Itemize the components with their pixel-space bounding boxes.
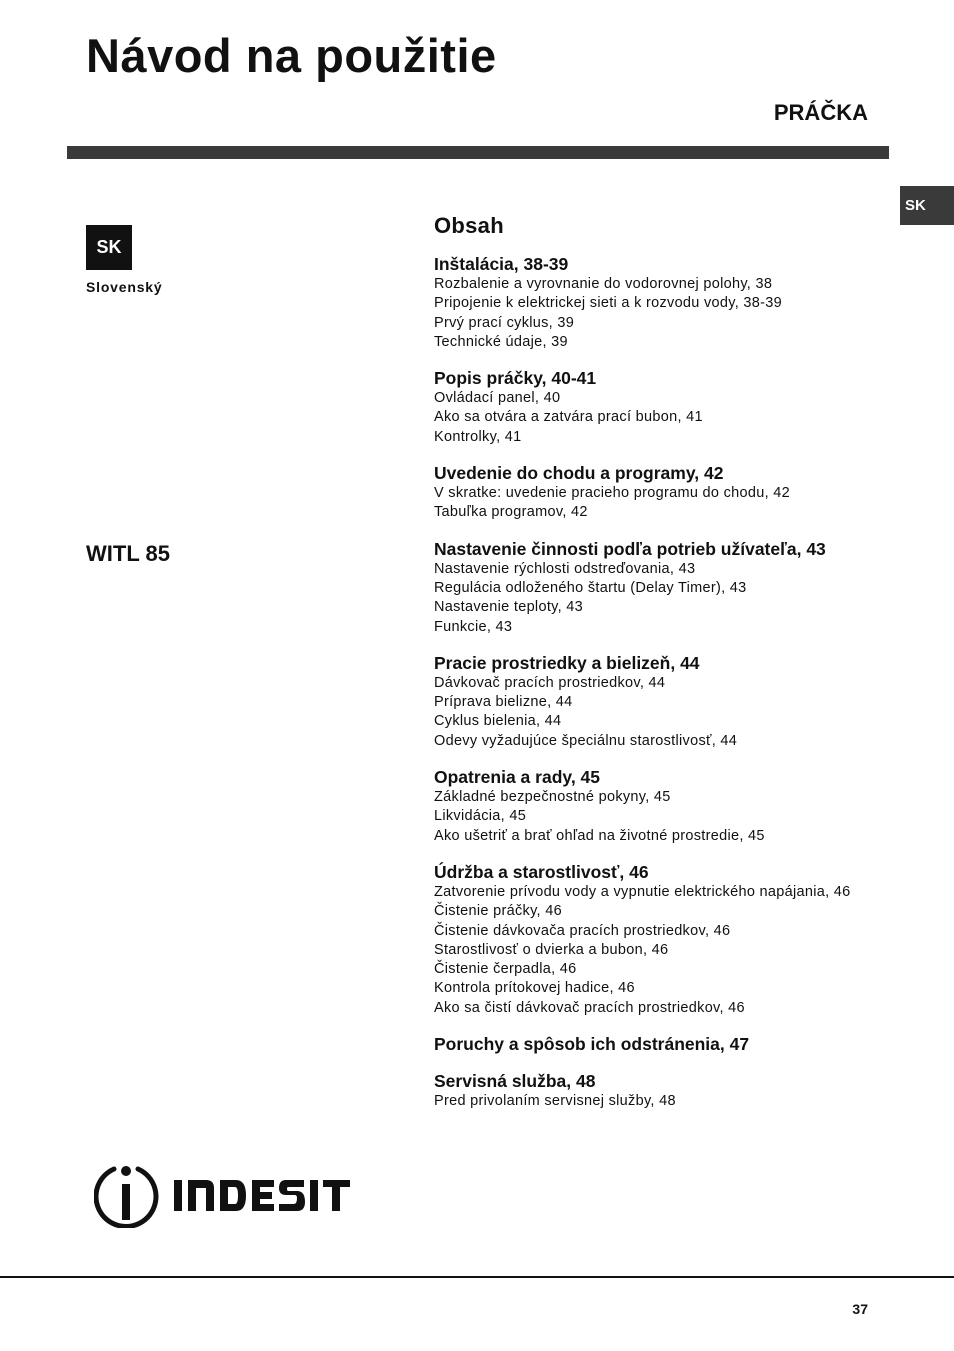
toc-item[interactable]: Dávkovač pracích prostriedkov, 44 — [434, 674, 666, 691]
toc-section — [434, 1070, 894, 1111]
toc-item[interactable]: Likvidácia, 45 — [434, 808, 527, 825]
toc-item[interactable]: Odevy vyžadujúce špeciálnu starostlivosť, 44 — [434, 732, 738, 749]
toc-item[interactable]: Čistenie čerpadla, 46 — [434, 961, 577, 978]
toc-item[interactable]: Ako sa čistí dávkovač pracích prostriedkov, 46 — [434, 999, 745, 1016]
toc-item[interactable]: Pred privolaním servisnej služby, 48 — [434, 1093, 676, 1110]
toc-item[interactable]: Čistenie dávkovača pracích prostriedkov, 46 — [434, 922, 731, 939]
toc-section — [434, 253, 894, 352]
toc-item[interactable]: Ovládací panel, 40 — [434, 390, 561, 407]
toc-item[interactable]: Tabuľka programov, 42 — [434, 504, 588, 521]
toc-section — [434, 462, 894, 523]
toc-item[interactable]: Starostlivosť o dvierka a bubon, 46 — [434, 941, 669, 958]
toc-heading: Obsah — [434, 213, 504, 238]
toc-item[interactable]: Ako sa otvára a zatvára prací bubon, 41 — [434, 409, 703, 426]
toc-item[interactable]: Kontrola prítokovej hadice, 46 — [434, 980, 635, 997]
toc-section-title[interactable]: Uvedenie do chodu a programy, 42 — [434, 463, 724, 484]
toc-section — [434, 538, 894, 637]
language-name: Slovenský — [86, 279, 163, 295]
header-divider-bar — [67, 146, 889, 159]
toc-sections — [434, 253, 894, 1111]
toc-section-title[interactable]: Popis práčky, 40-41 — [434, 368, 597, 389]
toc-section-title[interactable]: Opatrenia a rady, 45 — [434, 767, 601, 788]
toc-item[interactable]: Funkcie, 43 — [434, 618, 513, 635]
toc-section-title[interactable]: Inštalácia, 38-39 — [434, 254, 569, 274]
toc-section — [434, 861, 894, 1018]
language-side-tab: SK — [900, 186, 954, 225]
toc-section — [434, 1033, 894, 1055]
toc-item[interactable]: V skratke: uvedenie pracieho programu do chodu, 42 — [434, 485, 790, 502]
toc-section — [434, 766, 894, 846]
toc-section-title[interactable]: Poruchy a spôsob ich odstránenia, 47 — [434, 1034, 750, 1055]
toc-section-title[interactable]: Nastavenie činnosti podľa potrieb užívateľa, 43 — [434, 538, 826, 559]
toc-section-title[interactable]: Pracie prostriedky a bielizeň, 44 — [434, 652, 700, 673]
toc-item[interactable]: Ako ušetriť a brať ohľad na životné prostredie, 45 — [434, 827, 765, 844]
toc-item[interactable]: Zatvorenie prívodu vody a vypnutie elektrického napájania, 46 — [434, 883, 851, 900]
toc-section — [434, 652, 894, 751]
toc-item[interactable]: Nastavenie rýchlosti odstreďovania, 43 — [434, 560, 696, 577]
toc-item[interactable]: Kontrolky, 41 — [434, 428, 522, 445]
toc-item[interactable]: Príprava bielizne, 44 — [434, 694, 573, 711]
indesit-logo-icon — [94, 1160, 354, 1228]
language-badge: SK — [86, 225, 132, 270]
toc-section-title[interactable]: Servisná služba, 48 — [434, 1071, 596, 1092]
toc-section-title[interactable]: Údržba a starostlivosť, 46 — [434, 861, 649, 882]
table-of-contents — [434, 213, 894, 1126]
toc-item[interactable]: Základné bezpečnostné pokyny, 45 — [434, 789, 671, 806]
toc-item[interactable]: Technické údaje, 39 — [434, 333, 568, 350]
footer-rule — [0, 1276, 954, 1278]
toc-item[interactable]: Regulácia odloženého štartu (Delay Timer), 43 — [434, 579, 747, 596]
product-name: PRÁČKA — [773, 100, 868, 125]
document-title: Návod na použitie — [86, 29, 497, 82]
toc-item[interactable]: Nastavenie teploty, 43 — [434, 599, 584, 616]
toc-item[interactable]: Rozbalenie a vyrovnanie do vodorovnej polohy, 38 — [434, 276, 773, 292]
toc-item[interactable]: Pripojenie k elektrickej sieti a k rozvodu vody, 38-39 — [434, 295, 782, 312]
model-name: WITL 85 — [86, 541, 170, 566]
toc-item[interactable]: Čistenie práčky, 46 — [434, 903, 562, 920]
toc-item[interactable]: Cyklus bielenia, 44 — [434, 713, 562, 730]
toc-item[interactable]: Prvý prací cyklus, 39 — [434, 314, 575, 331]
indesit-logo — [94, 1160, 354, 1233]
toc-section — [434, 367, 894, 447]
page-number: 37 — [852, 1301, 868, 1317]
